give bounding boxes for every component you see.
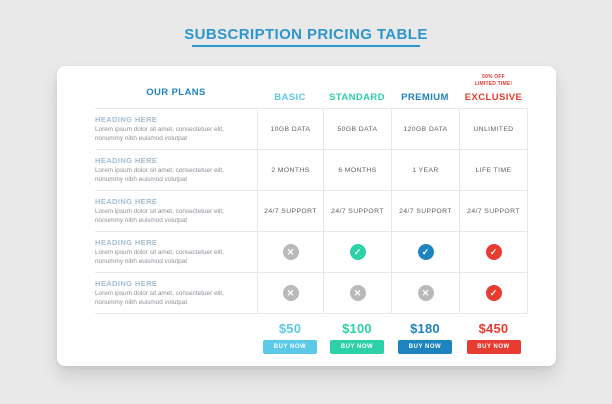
table-cell-basic xyxy=(257,150,323,190)
table-cell-premium xyxy=(391,232,459,272)
column-header-standard xyxy=(323,66,391,108)
price-value: $100 xyxy=(342,321,372,336)
discount-badge-line1: 50% OFF xyxy=(482,74,505,80)
pricing-card xyxy=(57,66,556,366)
table-cell-premium xyxy=(391,273,459,313)
table-cell-standard xyxy=(323,273,391,313)
table-body xyxy=(95,109,528,314)
table-footer-row xyxy=(95,314,528,371)
row-label-cell xyxy=(95,150,257,190)
table-cell-basic xyxy=(257,232,323,272)
cell-value: 24/7 SUPPORT xyxy=(399,207,452,215)
page-title: SUBSCRIPTION PRICING TABLE xyxy=(184,26,428,43)
cell-value: LIFE TIME xyxy=(475,166,512,174)
table-cell-standard xyxy=(323,191,391,231)
table-cell-standard xyxy=(323,232,391,272)
footer-cell-exclusive xyxy=(459,314,528,371)
cross-icon: ✕ xyxy=(350,285,366,301)
table-cell-basic xyxy=(257,109,323,149)
cell-value: 6 MONTHS xyxy=(338,166,377,174)
footer-empty-cell xyxy=(95,314,257,371)
our-plans-header: OUR PLANS xyxy=(146,87,206,98)
table-cell-exclusive xyxy=(459,191,528,231)
row-description: Lorem ipsum dolor sit amet, consectetuer elit, nonummy nibh euismod volutpat xyxy=(95,207,224,224)
column-header-basic xyxy=(257,66,323,108)
row-label-cell xyxy=(95,273,257,313)
footer-cell-premium xyxy=(391,314,459,371)
price-value: $180 xyxy=(410,321,440,336)
table-cell-standard xyxy=(323,109,391,149)
column-header-label: PREMIUM xyxy=(401,91,449,103)
price-value: $50 xyxy=(278,321,302,336)
row-heading: HEADING HERE xyxy=(95,114,158,124)
table-cell-exclusive xyxy=(459,150,528,190)
cell-value: 24/7 SUPPORT xyxy=(264,207,317,215)
column-header-exclusive xyxy=(459,66,528,108)
row-label-cell xyxy=(95,232,257,272)
table-cell-basic xyxy=(257,191,323,231)
column-header-premium xyxy=(391,66,459,108)
cross-icon: ✕ xyxy=(283,244,299,260)
cell-value: 120GB DATA xyxy=(403,125,448,133)
discount-badge-line2: LIMITED TIME! xyxy=(474,80,513,87)
price-value: $450 xyxy=(478,321,509,336)
cross-icon: ✕ xyxy=(283,285,299,301)
row-description: Lorem ipsum dolor sit amet, consectetuer elit, nonummy nibh euismod volutpat xyxy=(95,289,224,306)
table-row xyxy=(95,232,528,273)
cell-value: 10GB DATA xyxy=(270,125,311,133)
buy-now-button-basic[interactable]: BUY NOW xyxy=(263,340,317,354)
row-heading: HEADING HERE xyxy=(95,237,158,247)
pricing-table xyxy=(95,66,528,366)
cross-icon: ✕ xyxy=(418,285,434,301)
table-cell-basic xyxy=(257,273,323,313)
row-heading: HEADING HERE xyxy=(95,196,158,206)
table-cell-exclusive xyxy=(459,273,528,313)
row-heading: HEADING HERE xyxy=(95,278,158,288)
column-header-label: STANDARD xyxy=(329,91,385,103)
table-cell-exclusive xyxy=(459,109,528,149)
discount-badge xyxy=(459,74,528,87)
column-header-label: EXCLUSIVE xyxy=(464,91,523,103)
check-icon: ✓ xyxy=(418,244,434,260)
buy-now-button-premium[interactable]: BUY NOW xyxy=(398,340,452,354)
table-cell-standard xyxy=(323,150,391,190)
row-label-cell xyxy=(95,191,257,231)
cell-value: UNLIMITED xyxy=(473,125,514,133)
table-row xyxy=(95,273,528,314)
row-heading: HEADING HERE xyxy=(95,155,158,165)
table-row xyxy=(95,191,528,232)
row-description: Lorem ipsum dolor sit amet, consectetuer elit, nonummy nibh euismod volutpat xyxy=(95,248,224,265)
table-cell-premium xyxy=(391,150,459,190)
footer-cell-basic xyxy=(257,314,323,371)
row-description: Lorem ipsum dolor sit amet, consectetuer elit, nonummy nibh euismod volutpat xyxy=(95,166,224,183)
row-description: Lorem ipsum dolor sit amet, consectetuer elit, nonummy nibh euismod volutpat xyxy=(95,125,224,142)
row-label-cell xyxy=(95,109,257,149)
check-icon: ✓ xyxy=(486,285,502,301)
table-cell-premium xyxy=(391,191,459,231)
buy-now-button-standard[interactable]: BUY NOW xyxy=(330,340,384,354)
table-row xyxy=(95,150,528,191)
table-cell-premium xyxy=(391,109,459,149)
footer-cell-standard xyxy=(323,314,391,371)
buy-now-button-exclusive[interactable]: BUY NOW xyxy=(467,340,521,354)
cell-value: 2 MONTHS xyxy=(271,166,310,174)
cell-value: 24/7 SUPPORT xyxy=(331,207,384,215)
table-row xyxy=(95,109,528,150)
table-cell-exclusive xyxy=(459,232,528,272)
cell-value: 24/7 SUPPORT xyxy=(467,207,520,215)
table-header-row xyxy=(95,66,528,109)
cell-value: 1 YEAR xyxy=(412,166,439,174)
title-underline xyxy=(192,45,420,47)
cell-value: 50GB DATA xyxy=(337,125,378,133)
check-icon: ✓ xyxy=(486,244,502,260)
check-icon: ✓ xyxy=(350,244,366,260)
column-header-label: BASIC xyxy=(274,91,306,103)
